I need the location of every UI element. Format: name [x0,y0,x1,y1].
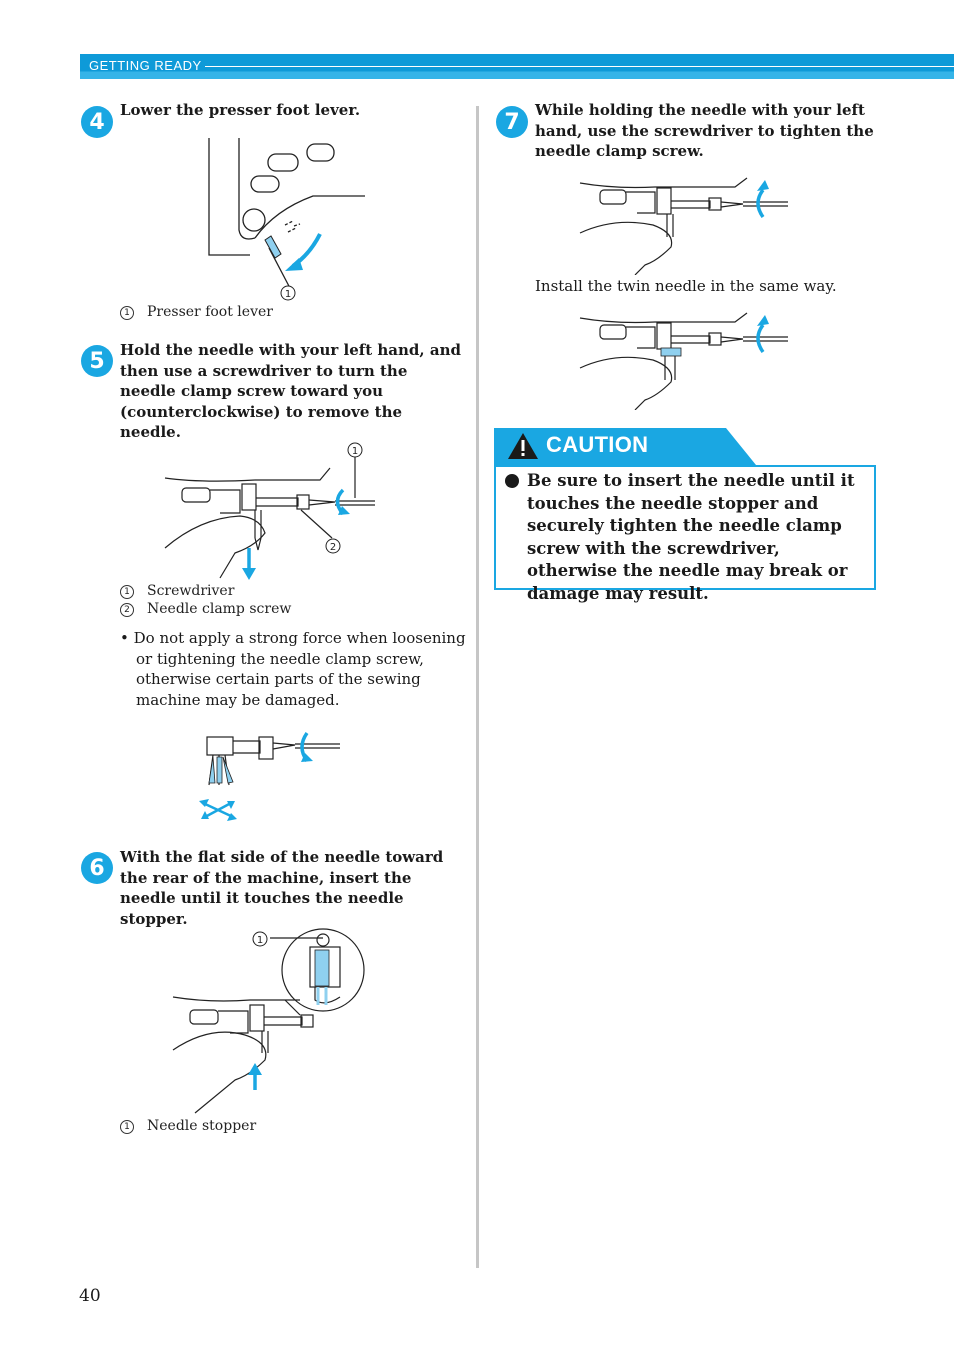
caption-needle-stopper [120,1118,256,1136]
needle-removal-illustration [160,438,380,583]
callout-number: 1 [256,935,264,946]
header-rule [205,66,954,67]
page-number: 40 [79,1286,101,1306]
caption-number: 2 [120,603,134,617]
caution-title: CAUTION [546,432,649,457]
note-bullet: • Do not apply a strong force when loosening or tightening the needle clamp screw, otherwise certain parts of the sewing machine may be damaged. [120,629,466,709]
step-6-badge: 6 [81,852,113,884]
callout-number: 1 [284,289,292,300]
step-4-badge: 4 [81,106,113,138]
column-divider [476,106,479,1268]
callout-number: 2 [329,542,337,553]
section-header-title: GETTING READY [89,58,202,73]
caution-text: Be sure to insert the needle until it touches the needle stopper and securely tighten the needle clamp screw with the screwdriver, otherwise the needle may break or damage may result. [527,471,855,603]
caption-number: 1 [120,585,134,599]
caption-label: Presser foot lever [147,304,273,320]
step-7-badge: 7 [496,106,528,138]
presser-foot-lever-illustration [195,130,370,305]
step-4-instruction: Lower the presser foot lever. [120,101,361,119]
caption-needle-clamp-screw [120,601,291,619]
step-5-instruction: Hold the needle with your left hand, and then use a screwdriver to turn the needle clamp screw toward you (counterclockwise) to remove the needle. [120,341,461,441]
warning-triangle-icon [506,431,540,461]
caution-bullet-icon [505,474,519,488]
caption-presser-foot-lever [120,304,273,322]
twin-needle-illustration [575,310,795,410]
callout-number: 1 [351,446,359,457]
caption-label: Needle stopper [147,1118,257,1134]
needle-force-warning-illustration [195,725,345,825]
twin-needle-note: Install the twin needle in the same way. [535,277,837,295]
caption-number: 1 [120,1120,134,1134]
caption-label: Needle clamp screw [147,601,292,617]
step-6-instruction: With the flat side of the needle toward the rear of the machine, insert the needle until it touches the needle stopper. [120,848,444,928]
step-5-badge: 5 [81,345,113,377]
step-7-instruction: While holding the needle with your left hand, use the screwdriver to tighten the needle clamp screw. [535,101,874,160]
needle-stopper-illustration [170,925,370,1115]
caption-label: Screwdriver [147,583,235,599]
caption-screwdriver [120,583,234,601]
needle-tightening-illustration [575,175,795,275]
caption-number: 1 [120,306,134,320]
